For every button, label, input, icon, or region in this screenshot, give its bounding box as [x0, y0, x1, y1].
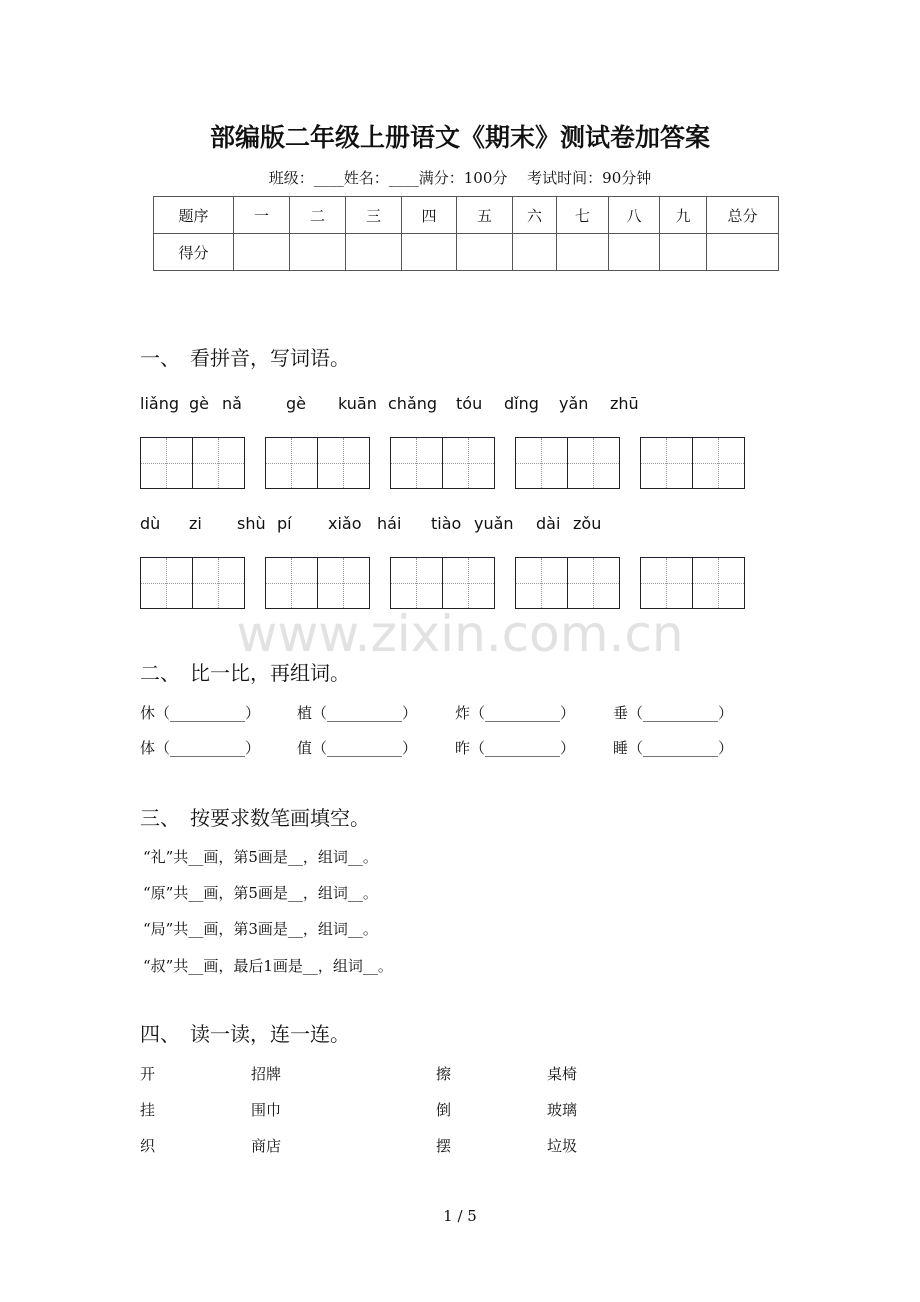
score-input-cell[interactable] — [234, 234, 290, 271]
compare-word-item[interactable]: 植（__________） — [297, 704, 418, 722]
pinyin-syllable: tóu — [456, 394, 483, 413]
pinyin-syllable: zǒu — [573, 514, 602, 533]
grid-line — [141, 583, 244, 584]
score-input-cell[interactable] — [402, 234, 457, 271]
grid-line — [641, 583, 744, 584]
grid-line — [166, 558, 167, 608]
stroke-question[interactable]: “原”共__画，第5画是__，组词__。 — [143, 884, 378, 902]
stroke-question[interactable]: “局”共__画，第3画是__，组词__。 — [143, 920, 378, 938]
grid-line — [416, 558, 417, 608]
grid-line — [516, 583, 619, 584]
match-word[interactable]: 开 — [140, 1065, 156, 1083]
match-word[interactable]: 商店 — [251, 1137, 282, 1155]
match-word[interactable]: 垃圾 — [547, 1137, 578, 1155]
grid-line — [291, 558, 292, 608]
match-word[interactable]: 桌椅 — [547, 1065, 578, 1083]
score-header-cell: 七 — [557, 197, 609, 234]
score-header-cell: 五 — [457, 197, 513, 234]
match-word[interactable]: 织 — [140, 1137, 156, 1155]
tianzige-writing-box[interactable] — [140, 437, 245, 489]
score-header-cell: 题序 — [154, 197, 234, 234]
grid-line — [343, 438, 344, 488]
score-input-cell[interactable] — [609, 234, 660, 271]
pinyin-syllable: chǎng — [388, 394, 438, 413]
score-header-cell: 四 — [402, 197, 457, 234]
score-header-cell: 六 — [513, 197, 557, 234]
pinyin-syllable: xiǎo — [328, 514, 362, 533]
score-input-cell[interactable] — [346, 234, 402, 271]
tianzige-writing-box[interactable] — [390, 437, 495, 489]
score-header-row — [154, 197, 779, 234]
section-1-heading: 一、 看拼音，写词语。 — [140, 346, 350, 370]
pinyin-syllable: gè — [286, 394, 306, 413]
compare-word-item[interactable]: 睡（__________） — [613, 739, 734, 757]
tianzige-writing-box[interactable] — [640, 437, 745, 489]
match-word[interactable]: 挂 — [140, 1101, 156, 1119]
grid-line — [641, 463, 744, 464]
score-input-cell[interactable] — [707, 234, 779, 271]
grid-line — [666, 438, 667, 488]
match-word[interactable]: 擦 — [436, 1065, 452, 1083]
grid-line — [218, 438, 219, 488]
compare-word-item[interactable]: 体（__________） — [140, 739, 261, 757]
score-table — [153, 196, 779, 271]
grid-line — [218, 558, 219, 608]
pinyin-syllable: dài — [536, 514, 561, 533]
page-title: 部编版二年级上册语文《期末》测试卷加答案 — [209, 123, 710, 152]
compare-word-item[interactable]: 昨（__________） — [455, 739, 576, 757]
score-header-cell: 一 — [234, 197, 290, 234]
pinyin-syllable: tiào — [431, 514, 462, 533]
pinyin-syllable: yuǎn — [474, 514, 514, 533]
grid-line — [291, 438, 292, 488]
pinyin-syllable: zhū — [610, 394, 639, 413]
page-number: 1 / 5 — [443, 1207, 477, 1225]
score-header-cell: 九 — [660, 197, 707, 234]
grid-line — [666, 558, 667, 608]
tianzige-writing-box[interactable] — [515, 557, 620, 609]
tianzige-writing-box[interactable] — [265, 557, 370, 609]
score-header-cell: 八 — [609, 197, 660, 234]
score-input-cell[interactable] — [660, 234, 707, 271]
grid-line — [166, 438, 167, 488]
score-header-cell: 三 — [346, 197, 402, 234]
grid-line — [541, 438, 542, 488]
compare-word-item[interactable]: 垂（__________） — [613, 704, 734, 722]
grid-line — [468, 438, 469, 488]
pinyin-syllable: yǎn — [559, 394, 589, 413]
pinyin-syllable: shù — [237, 514, 266, 533]
pinyin-syllable: dǐng — [504, 394, 539, 413]
match-word[interactable]: 围巾 — [251, 1101, 282, 1119]
score-input-cell[interactable] — [457, 234, 513, 271]
pinyin-syllable: kuān — [338, 394, 377, 413]
match-word[interactable]: 玻璃 — [547, 1101, 578, 1119]
grid-line — [266, 463, 369, 464]
score-header-cell: 总分 — [707, 197, 779, 234]
pinyin-syllable: pí — [277, 514, 292, 533]
stroke-question[interactable]: “叔”共__画，最后1画是__，组词__。 — [143, 957, 393, 975]
exam-info: 班级：____姓名：____满分：100分 考试时间：90分钟 — [268, 169, 652, 187]
match-word[interactable]: 招牌 — [251, 1065, 282, 1083]
grid-line — [593, 558, 594, 608]
pinyin-syllable: liǎng — [140, 394, 179, 413]
grid-line — [718, 438, 719, 488]
score-input-cell[interactable] — [557, 234, 609, 271]
section-3-heading: 三、 按要求数笔画填空。 — [140, 806, 370, 830]
compare-word-item[interactable]: 休（__________） — [140, 704, 261, 722]
section-4-heading: 四、 读一读，连一连。 — [140, 1022, 350, 1046]
grid-line — [391, 583, 494, 584]
pinyin-syllable: hái — [377, 514, 402, 533]
section-2-heading: 二、 比一比，再组词。 — [140, 661, 350, 685]
pinyin-syllable: nǎ — [222, 394, 242, 413]
tianzige-writing-box[interactable] — [140, 557, 245, 609]
tianzige-writing-box[interactable] — [515, 437, 620, 489]
grid-line — [416, 438, 417, 488]
grid-line — [718, 558, 719, 608]
pinyin-syllable: gè — [189, 394, 209, 413]
grid-line — [593, 438, 594, 488]
score-input-cell[interactable] — [513, 234, 557, 271]
compare-word-item[interactable]: 值（__________） — [297, 739, 418, 757]
tianzige-writing-box[interactable] — [390, 557, 495, 609]
grid-line — [343, 558, 344, 608]
watermark: www.zixin.com.cn — [236, 605, 684, 663]
score-row — [154, 234, 779, 271]
score-row-label: 得分 — [154, 234, 234, 271]
score-input-cell[interactable] — [290, 234, 346, 271]
grid-line — [391, 463, 494, 464]
pinyin-syllable: zi — [189, 514, 202, 533]
match-word[interactable]: 摆 — [436, 1137, 452, 1155]
score-header-cell: 二 — [290, 197, 346, 234]
tianzige-writing-box[interactable] — [640, 557, 745, 609]
grid-line — [266, 583, 369, 584]
match-word[interactable]: 倒 — [436, 1101, 452, 1119]
pinyin-syllable: dù — [140, 514, 161, 533]
grid-line — [468, 558, 469, 608]
grid-line — [141, 463, 244, 464]
grid-line — [516, 463, 619, 464]
compare-word-item[interactable]: 炸（__________） — [455, 704, 576, 722]
grid-line — [541, 558, 542, 608]
stroke-question[interactable]: “礼”共__画，第5画是__，组词__。 — [143, 848, 378, 866]
tianzige-writing-box[interactable] — [265, 437, 370, 489]
